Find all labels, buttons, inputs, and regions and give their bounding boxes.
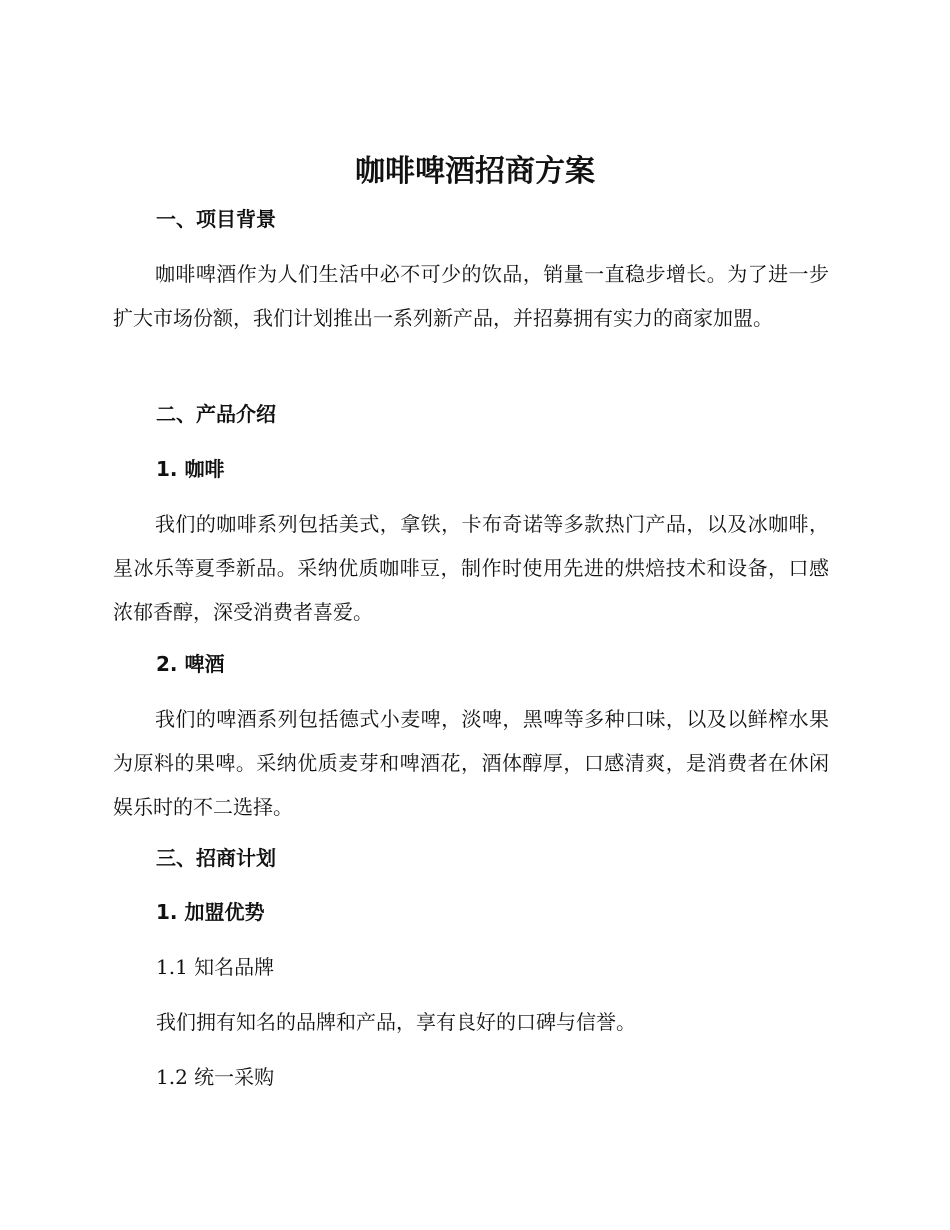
subheading-beer: 2. 啤酒 (156, 652, 225, 676)
section-heading-project-background: 一、项目背景 (156, 207, 276, 231)
subheading-coffee: 1. 咖啡 (156, 457, 225, 481)
subheading-franchise-advantages: 1. 加盟优势 (156, 900, 265, 924)
item-heading-unified-purchasing: 1.2 统一采购 (156, 1065, 275, 1089)
section-heading-product-intro: 二、产品介绍 (156, 402, 276, 426)
document-title: 咖啡啤酒招商方案 (355, 154, 595, 189)
paragraph-coffee: 我们的咖啡系列包括美式，拿铁，卡布奇诺等多款热门产品，以及冰咖啡，星冰乐等夏季新品。采纳优质咖啡豆，制作时使用先进的烘焙技术和设备，口感浓郁香醇，深受消费者喜爱。 (113, 512, 829, 624)
section-heading-franchise-plan: 三、招商计划 (156, 846, 276, 870)
paragraph-project-background: 咖啡啤酒作为人们生活中必不可少的饮品，销量一直稳步增长。为了进一步扩大市场份额，我们计划推出一系列新产品，并招募拥有实力的商家加盟。 (113, 262, 829, 330)
item-text-famous-brand: 我们拥有知名的品牌和产品，享有良好的口碑与信誉。 (156, 1010, 636, 1034)
paragraph-beer: 我们的啤酒系列包括德式小麦啤，淡啤，黑啤等多种口味，以及以鲜榨水果为原料的果啤。采纳优质麦芽和啤酒花，酒体醇厚，口感清爽，是消费者在休闲娱乐时的不二选择。 (113, 707, 829, 819)
item-heading-famous-brand: 1.1 知名品牌 (156, 955, 275, 979)
